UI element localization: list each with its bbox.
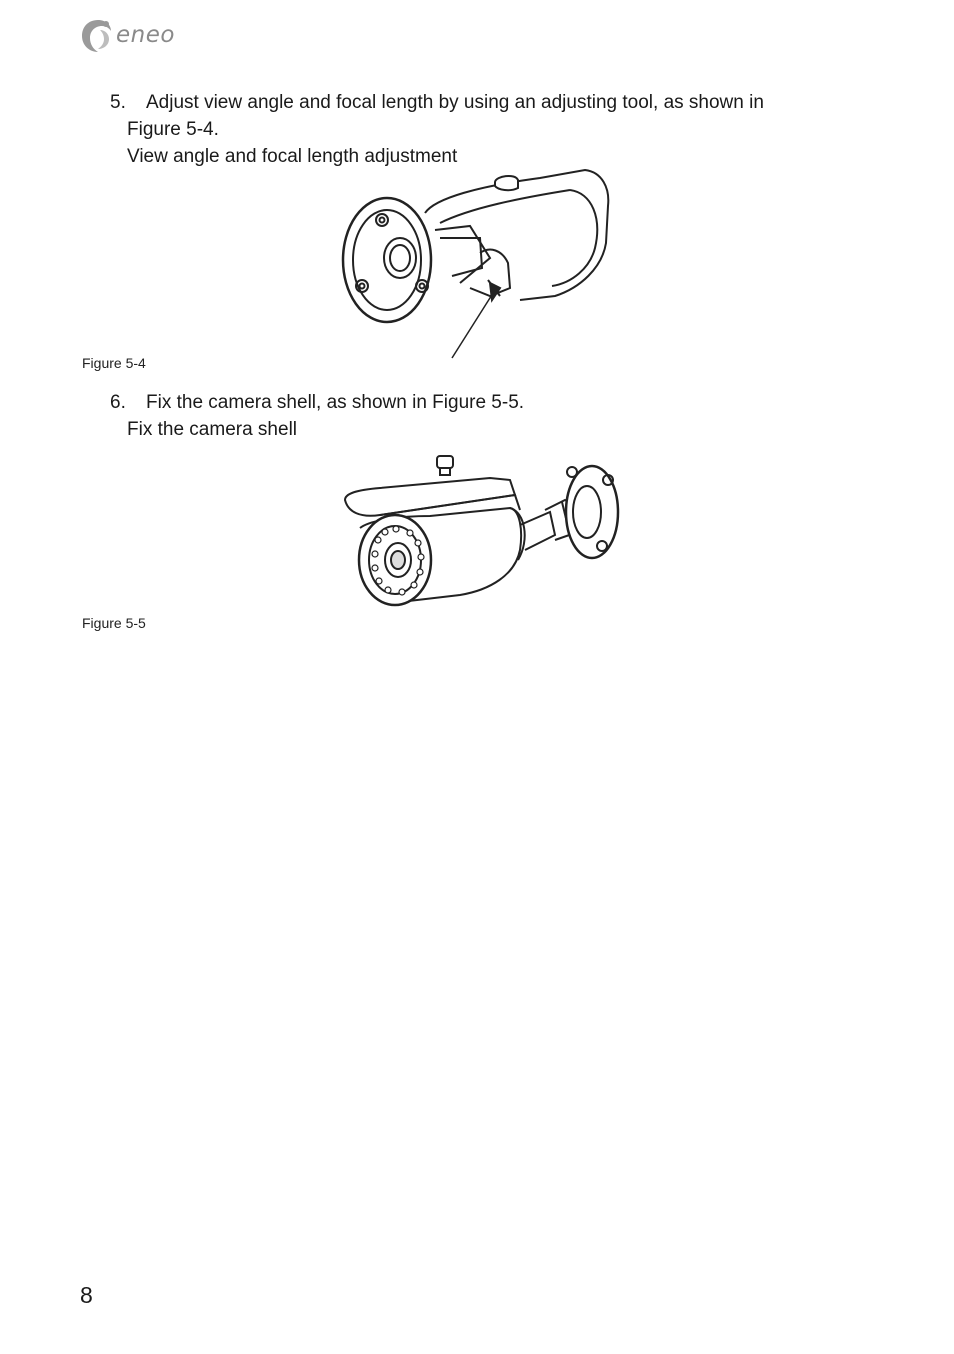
- figure-caption: Figure 5-4: [82, 355, 146, 371]
- step-subtitle: View angle and focal length adjustment: [127, 146, 458, 167]
- step-text: Fix the camera shell, as shown in Figure 5-5.: [146, 392, 525, 413]
- step-number: 5.: [110, 92, 126, 113]
- logo-text: eneo: [116, 22, 175, 48]
- step-6: [110, 389, 524, 416]
- step-number: 6.: [110, 392, 126, 413]
- step-continuation: Figure 5-4.: [127, 119, 219, 140]
- figure-caption: Figure 5-5: [82, 615, 146, 631]
- camera-shell-illustration: [340, 450, 622, 608]
- step-text: Adjust view angle and focal length by using an adjusting tool, as shown in: [146, 92, 764, 113]
- step-subtitle: Fix the camera shell: [127, 419, 298, 440]
- camera-adjustment-illustration: [340, 168, 612, 360]
- page-number: 8: [80, 1282, 93, 1308]
- step-5: [110, 89, 764, 116]
- eneo-swirl-logo-icon: [80, 16, 120, 58]
